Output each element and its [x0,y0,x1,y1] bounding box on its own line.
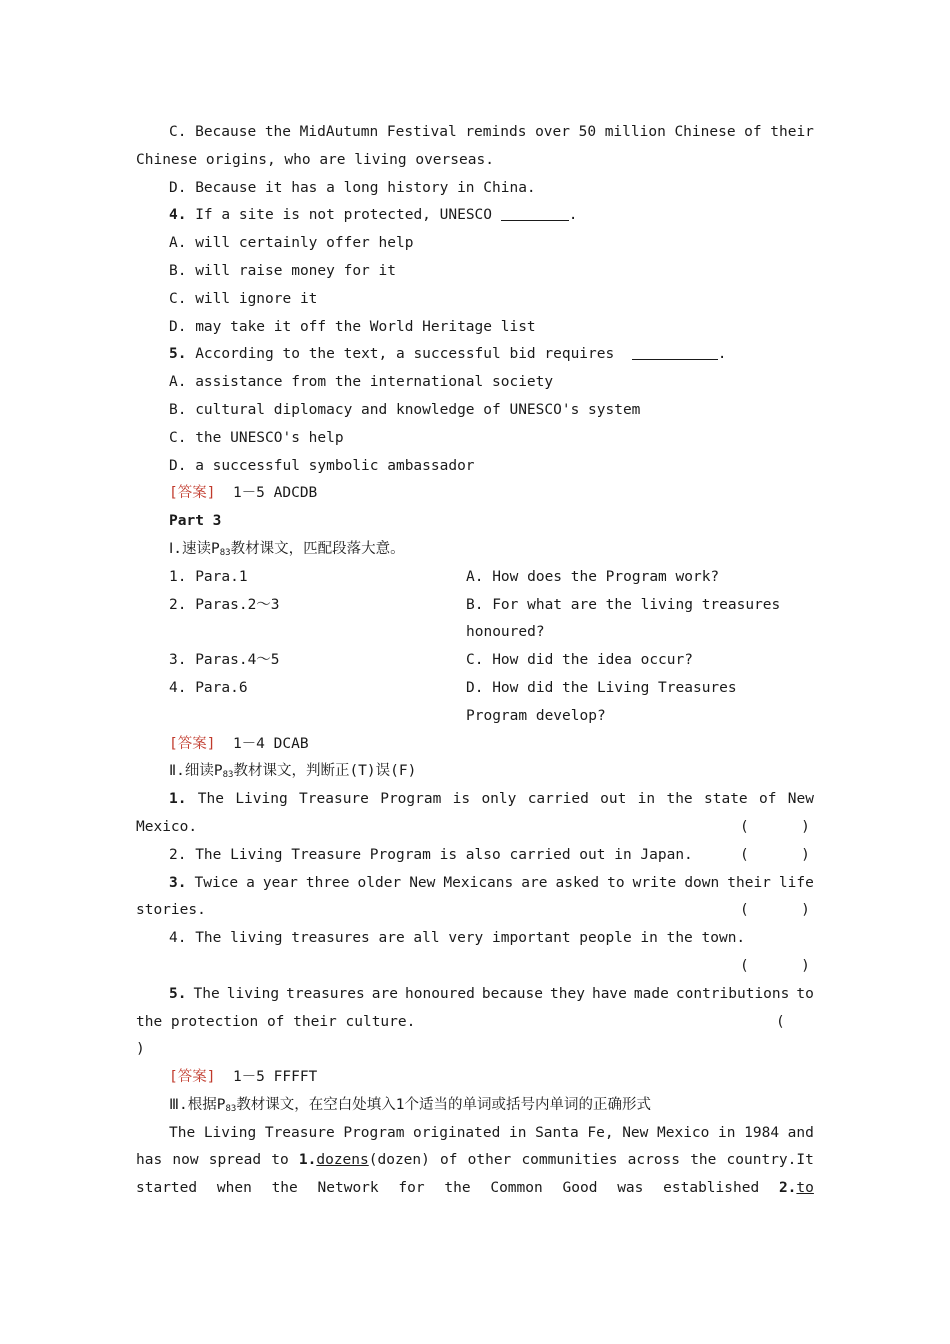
word: Santa [535,1124,579,1141]
word: in [637,791,656,808]
word: a [246,874,255,891]
word: communities [521,1152,618,1169]
word: Mexicans [443,874,514,891]
answer-tag: [答案] [169,485,216,502]
word: Good [562,1180,598,1197]
word: originated [413,1124,501,1141]
document-page [136,119,814,1203]
section-1-heading-b: 教材课文，匹配段落大意。 [230,540,405,557]
q4-stem-text: If a site is not protected, UNESCO [195,207,493,224]
word: Mexico [657,1124,710,1141]
word: living [226,985,280,1002]
section-1-heading [136,536,814,564]
word: of [758,791,777,808]
word: the [444,1180,471,1197]
tf-statement-5-line1 [136,981,814,1009]
section-2-heading [136,758,814,786]
tf-statement-1-line1 [136,786,814,814]
match-row-2 [136,592,814,620]
match-left-4: 4. Para.6 [169,679,248,696]
word: Because [195,124,257,140]
tf-paren-3[interactable]: ( ) [740,902,810,919]
word: The [169,1124,196,1141]
word: state [704,791,748,808]
word: write [632,874,677,891]
word: Fe, [587,1124,614,1141]
word: across [627,1152,681,1169]
word: Twice [194,874,239,891]
q4-option-b: B. will raise money for it [169,262,396,279]
word: 50 [578,124,597,140]
word: to [271,1152,289,1169]
tf-statement-1-line2 [136,814,814,842]
q5-option-c: C. the UNESCO's help [169,429,344,446]
word: out [600,791,627,808]
q5-blank [632,345,718,360]
word: Chinese [674,124,736,140]
q4-number: 4. [169,207,187,224]
word: Living [203,1124,257,1141]
q5-stem-text: According to the text, a successful bid requires [195,346,615,363]
word: 3. [169,874,187,891]
match-left-1: 1. Para.1 [169,568,248,585]
tf-statement-3-line2 [136,897,814,925]
word: Living [235,791,288,808]
answer-tag: [答案] [169,1069,216,1086]
word: life [778,874,814,891]
tf-statement-3-cont: stories. [136,902,206,919]
match-left-3: 3. Paras.4～5 [169,652,280,669]
tf-paren-2[interactable]: ( ) [740,846,810,863]
section-3-heading [136,1092,814,1120]
word: contributions [675,985,790,1002]
word: was [617,1180,644,1197]
match-left-2: 2. Paras.2～3 [169,596,280,613]
q5-option-b: B. cultural diplomacy and knowledge of UNESCO's system [169,401,641,418]
match-right-b-cont: honoured? [466,624,545,641]
answer-3 [136,1064,814,1092]
word: Program [343,1124,405,1141]
word: C. [169,124,187,140]
word: Treasure [264,1124,335,1141]
answer-text: 1－5 ADCDB [232,485,318,502]
match-row-4b [136,703,814,731]
word: honoured [405,985,475,1002]
word: Network [317,1180,379,1197]
word: reminds [465,124,527,140]
word: 1984 [744,1124,780,1141]
word: the [264,124,292,140]
word: New [622,1124,649,1141]
q5-end: . [717,346,727,363]
word: asked [555,874,600,891]
cloze-number: 1. [298,1152,317,1169]
word: because [481,985,543,1002]
section-2-heading-a: Ⅱ.细读P [169,763,223,780]
match-right-c: C. How did the idea occur? [466,652,693,669]
cloze-answer: dozens [316,1152,369,1169]
word: only [481,791,517,808]
word: 5. [169,985,187,1002]
word: carried [527,791,589,808]
word: over [535,124,570,140]
q5-number: 5. [169,346,187,363]
tf-statement-5-line3 [136,1036,814,1064]
word: started [136,1180,198,1197]
cloze-number: 2. [778,1180,797,1197]
tf-statement-3-line1 [136,870,814,898]
section-1-heading-a: Ⅰ.速读P [169,540,220,557]
q4-option-d: D. may take it off the World Heritage list [169,318,536,335]
tf-statement-4-paren-line [136,953,814,981]
cloze-blank-1 [299,1147,430,1175]
word: established [663,1180,760,1197]
word: is [452,791,471,808]
word: of [744,124,762,140]
word: down [684,874,720,891]
word: million [604,124,666,140]
q3-option-d: D. Because it has a long history in China. [169,179,536,196]
tf-paren-1[interactable]: ( ) [740,818,810,835]
word: are [521,874,548,891]
q5-option-d: D. a successful symbolic ambassador [169,457,475,474]
q4-end: . [568,207,578,224]
word: older [357,874,402,891]
word: New [409,874,436,891]
match-right-d: D. How did the Living Treasures [466,679,737,696]
cloze-answer: to [796,1180,814,1197]
word: the [666,791,693,808]
q4-stem [136,202,814,230]
tf-statement-4: 4. The living treasures are all very important people in the town. [169,930,746,947]
word: to [796,985,814,1002]
q3-option-c-line2: Chinese origins, who are living overseas. [136,151,494,168]
match-row-2b [136,619,814,647]
answer-text: 1－5 FFFFT [232,1069,318,1086]
word: Common [490,1180,543,1197]
word: three [305,874,350,891]
q4-blank [501,206,569,221]
cloze-line-2 [136,1147,814,1175]
cloze-line-1 [136,1120,814,1148]
match-right-b: B. For what are the living treasures [466,596,781,613]
word: country.It [726,1152,814,1169]
word: have [591,985,627,1002]
section-3-heading-b: 教材课文，在空白处填入1个适当的单词或括号内单词的正确形式 [236,1096,652,1113]
word: of [440,1152,458,1169]
cloze-line-3 [136,1175,814,1203]
section-2-heading-sub: 83 [222,770,234,781]
word: New [787,791,814,808]
word: Festival [386,124,457,140]
word: made [633,985,669,1002]
tf-paren-4[interactable]: ( ) [740,957,810,974]
tf-statement-2 [136,842,814,870]
word: Program [380,791,442,808]
match-row-4 [136,675,814,703]
match-right-a: A. How does the Program work? [466,568,720,585]
q5-stem [136,341,814,369]
word: The [193,985,220,1002]
word: the [690,1152,717,1169]
word: other [467,1152,512,1169]
word: spread [208,1152,262,1169]
answer-2 [136,731,814,759]
word: the [271,1180,298,1197]
cloze-hint: (dozen) [368,1152,430,1169]
word: they [550,985,585,1002]
word: The [197,791,224,808]
answer-text: 1－4 DCAB [232,735,309,752]
word: treasures [286,985,365,1002]
word: has [136,1152,163,1169]
section-3-heading-sub: 83 [225,1103,237,1114]
tf-statement-5-cont: the protection of their culture. [136,1013,416,1030]
q5-option-a: A. assistance from the international society [169,374,554,391]
word: now [172,1152,199,1169]
cloze-blank-2 [779,1175,814,1203]
match-row-1 [136,564,814,592]
match-row-3 [136,647,814,675]
tf-statement-5-line2 [136,1009,814,1037]
q4-option-c: C. will ignore it [169,290,318,307]
word: their [727,874,771,891]
section-3-heading-a: Ⅲ.根据P [169,1096,226,1113]
word: in [508,1124,527,1141]
word: in [718,1124,736,1141]
section-1-heading-sub: 83 [219,547,231,558]
tf-statement-1-cont: Mexico. [136,818,198,835]
word: year [262,874,298,891]
tf-statement-2-text: 2. The Living Treasure Program is also carried out in Japan. [169,846,693,863]
word: for [398,1180,425,1197]
match-right-d-cont: Program develop? [466,707,606,724]
word: 1. [169,791,187,808]
answer-tag: [答案] [169,735,216,752]
answer-1 [136,480,814,508]
word: to [607,874,625,891]
word: when [216,1180,252,1197]
part-title: Part 3 [169,513,222,530]
word: MidAutumn [299,124,379,140]
word: their [770,124,814,140]
word: Treasure [299,791,369,808]
tf-paren-5-open[interactable]: ( [776,1013,785,1030]
q3-option-c-line1 [136,119,814,147]
q4-option-a: A. will certainly offer help [169,235,414,252]
section-2-heading-b: 教材课文，判断正(T)误(F) [233,763,417,780]
word: and [787,1124,814,1141]
tf-paren-5-close: ) [136,1041,145,1058]
word: are [371,985,398,1002]
